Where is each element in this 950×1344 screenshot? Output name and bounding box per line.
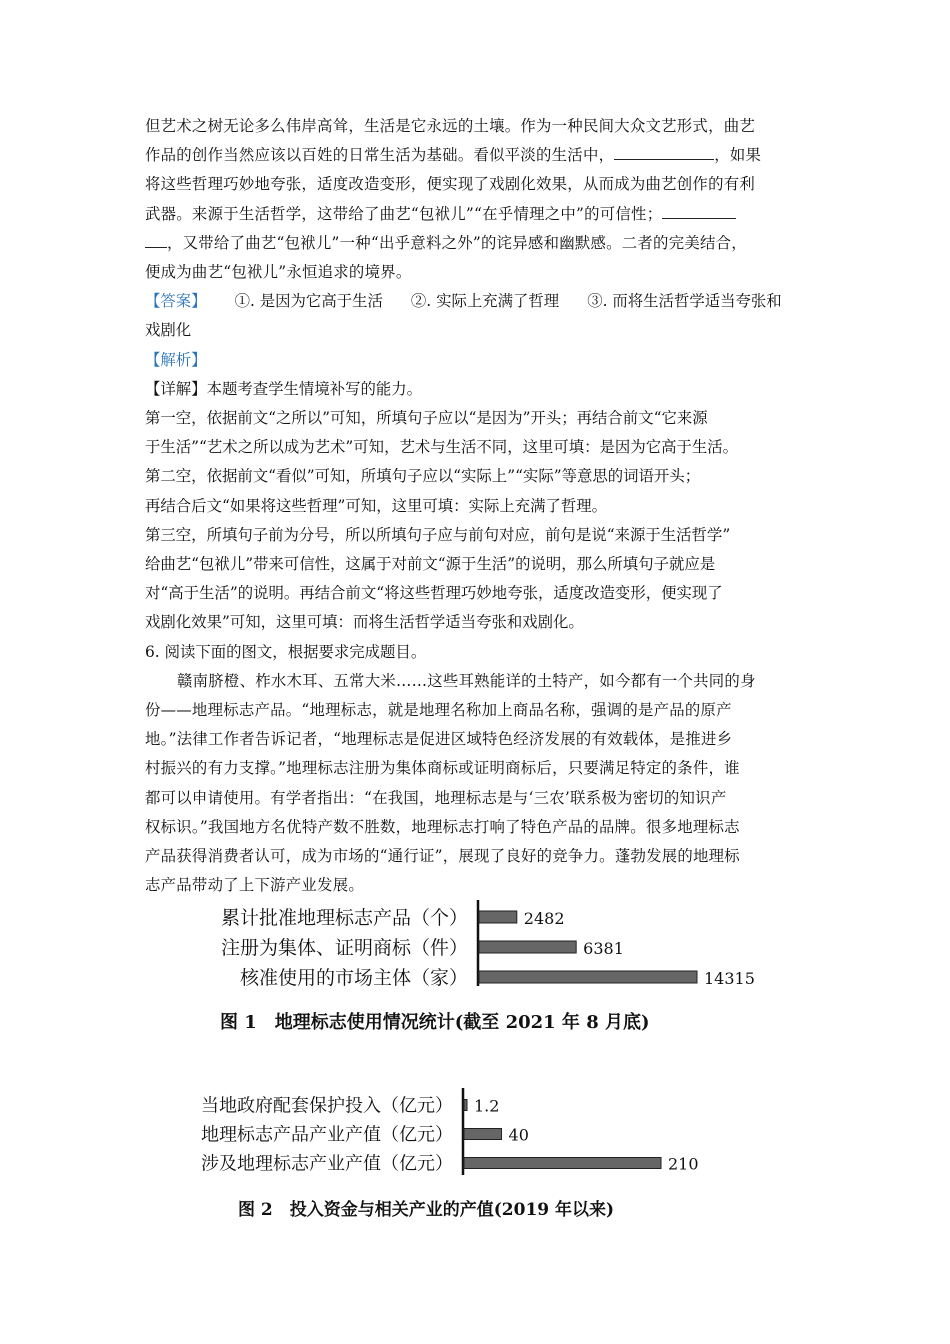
answer-blank-2a [662, 202, 736, 219]
bar [464, 1158, 661, 1169]
value-label: 2482 [523, 908, 565, 928]
figure-2-chart [148, 1080, 808, 1228]
chart-title: 图 2 投入资金与相关产业的产值(2019 年以来) [238, 1200, 615, 1220]
question-passage-line: 权标识。”我国地方名优特产数不胜数，地理标志打响了特色产品的品牌。很多地理标志 [145, 817, 740, 836]
analysis-line: 于生活”“艺术之所以成为艺术”可知，艺术与生活不同，这里可填：是因为它高于生活。 [145, 438, 739, 457]
figure-1 [148, 898, 808, 1034]
answer-item-2: ②. 实际上充满了哲理 [410, 292, 560, 311]
passage-line [145, 229, 810, 258]
category-label: 地理标志产品产业产值（亿元） [201, 1124, 453, 1146]
question-passage-line: 志产品带动了上下游产业发展。 [145, 876, 364, 895]
question-passage-line: 产品获得消费者认可，成为市场的“通行证”，展现了良好的竞争力。蓬勃发展的地理标 [145, 847, 740, 866]
bar [479, 941, 576, 953]
category-label: 涉及地理标志产业产值（亿元） [201, 1153, 453, 1175]
passage-line-text: 作品的创作当然应该以百姓的日常生活为基础。看似平淡的生活中， [145, 146, 615, 165]
answer-item-3: ③. 而将生活哲学适当夸张和 [587, 292, 782, 311]
answer-item-1: ①. 是因为它高于生活 [234, 292, 383, 311]
detail-line [145, 375, 810, 404]
passage-line [145, 141, 810, 170]
bar [464, 1100, 467, 1111]
analysis-line: 对“高于生活”的说明。再结合前文“将这些哲理巧妙地夸张，适度改造变形，便实现了 [145, 584, 723, 603]
value-label: 40 [508, 1125, 529, 1145]
question-passage-line: 村振兴的有力支撑。”地理标志注册为集体商标或证明商标后，只要满足特定的条件，谁 [145, 759, 740, 778]
question-passage-line: 地。”法律工作者告诉记者，“地理标志是促进区域特色经济发展的有效载体，是推进乡 [145, 730, 733, 749]
category-label: 当地政府配套保护投入（亿元） [201, 1095, 453, 1117]
answer-blank-1 [614, 143, 714, 160]
passage-line [145, 200, 810, 229]
bar [464, 1129, 502, 1140]
answer-continuation: 戏剧化 [145, 321, 192, 340]
bar [479, 971, 697, 983]
analysis-line: 戏剧化效果”可知，这里可填：而将生活哲学适当夸张和戏剧化。 [145, 613, 584, 632]
detail-tag: 【详解】 [145, 379, 207, 398]
question-passage-line: 都可以申请使用。有学者指出：“在我国，地理标志是与‘三农’联系极为密切的知识产 [145, 788, 727, 807]
passage-line-text: ，又带给了曲艺“包袱儿”一种“出乎意料之外”的诧异感和幽默感。二者的完美结合， [167, 233, 747, 252]
passage-line: 将这些哲理巧妙地夸张，适度改造变形，便实现了戏剧化效果，从而成为曲艺创作的有利 [145, 175, 755, 194]
chart-title: 图 1 地理标志使用情况统计(截至 2021 年 8 月底) [220, 1012, 650, 1033]
figure-1-chart [148, 898, 808, 1034]
answer-blank-2b [145, 231, 167, 248]
passage-line: 便成为曲艺“包袱儿”永恒追求的境界。 [145, 263, 412, 282]
document-page [145, 112, 810, 900]
analysis-line: 给曲艺“包袱儿”带来可信性，这属于对前文“源于生活”的说明，那么所填句子就应是 [145, 555, 716, 574]
value-label: 14315 [704, 968, 755, 988]
analysis-tag: 【解析】 [145, 350, 207, 369]
value-label: 6381 [583, 938, 624, 958]
analysis-line: 第二空，依据前文“看似”可知，所填句子应以“实际上”“实际”等意思的词语开头； [145, 467, 701, 486]
analysis-line: 再结合后文“如果将这些哲理”可知，这里可填：实际上充满了哲理。 [145, 496, 608, 515]
analysis-line: 第三空，所填句子前为分号，所以所填句子应与前句对应，前句是说“来源于生活哲学” [145, 525, 731, 544]
value-label: 1.2 [474, 1096, 500, 1116]
answer-line [145, 287, 810, 316]
analysis-line: 第一空，依据前文“之所以”可知，所填句子应以“是因为”开头；再结合前文“它来源 [145, 409, 708, 428]
bar [479, 911, 517, 923]
category-label: 累计批准地理标志产品（个） [220, 906, 468, 929]
figure-2 [148, 1080, 808, 1228]
answer-tag: 【答案】 [145, 292, 207, 311]
detail-text: 本题考查学生情境补写的能力。 [206, 379, 423, 398]
question-passage-line: 赣南脐橙、柞水木耳、五常大米……这些耳熟能详的土特产，如今都有一个共同的身 [177, 671, 756, 690]
question-passage-line: 份——地理标志产品。“地理标志，就是地理名称加上商品名称，强调的是产品的原产 [145, 701, 732, 720]
passage-line-tail: ，如果 [714, 146, 762, 165]
passage-line-text: 武器。来源于生活哲学，这带给了曲艺“包袱儿”“在乎情理之中”的可信性； [145, 204, 663, 223]
question-heading: 6. 阅读下面的图文，根据要求完成题目。 [145, 642, 427, 661]
passage-line: 但艺术之树无论多么伟岸高耸，生活是它永远的土壤。作为一种民间大众文艺形式，曲艺 [145, 117, 755, 135]
category-label: 注册为集体、证明商标（件） [220, 936, 468, 959]
category-label: 核准使用的市场主体（家） [239, 966, 468, 989]
value-label: 210 [668, 1154, 699, 1174]
